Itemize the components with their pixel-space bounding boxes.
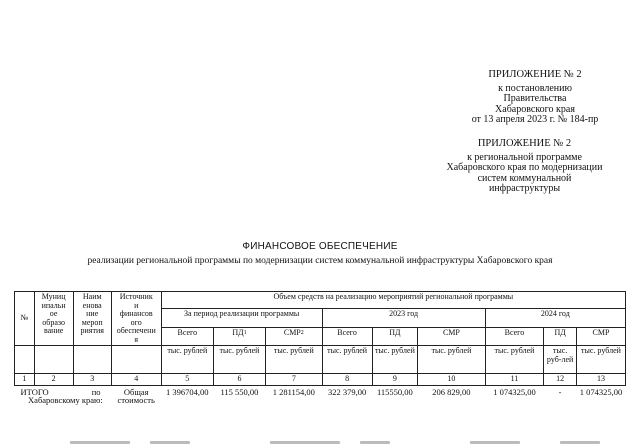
sub-total: Всего bbox=[161, 327, 213, 345]
unit-cell: тыс. рублей bbox=[485, 346, 544, 374]
col-number: 13 bbox=[576, 374, 625, 386]
sub-smr-text: СМР bbox=[283, 327, 301, 337]
sub-total: Всего bbox=[322, 327, 372, 345]
header-col-funding-source bbox=[111, 292, 161, 346]
document-subtitle: реализации региональной программы по модернизации систем коммунальной инфраструктуры Хабаровского края bbox=[87, 256, 553, 266]
unit-cell bbox=[34, 346, 73, 374]
sub-pd-text: ПД bbox=[232, 327, 244, 337]
unit-cell bbox=[15, 346, 35, 374]
header-col-event-name bbox=[73, 292, 111, 346]
sub-smr: СМР bbox=[576, 327, 625, 345]
total-label-right: по bbox=[91, 386, 101, 397]
col-number: 7 bbox=[266, 374, 323, 386]
total-label-left: ИТОГО bbox=[20, 386, 49, 397]
unit-cell: тыс. руб-лей bbox=[544, 346, 577, 374]
total-value: 322 379,00 bbox=[327, 386, 367, 397]
header-period: За период реализации программы bbox=[161, 309, 322, 327]
header-year-2024: 2024 год bbox=[485, 309, 625, 327]
col-number: 11 bbox=[485, 374, 544, 386]
header-line: Хабаровского края bbox=[495, 103, 575, 115]
unit-cell: тыс. рублей bbox=[372, 346, 418, 374]
sub-smr: СМР bbox=[418, 327, 485, 345]
total-value: 1 281154,00 bbox=[272, 386, 315, 397]
col-number: 5 bbox=[161, 374, 213, 386]
footnote-mark: 2 bbox=[300, 329, 304, 336]
unit-cell: тыс. рублей bbox=[161, 346, 213, 374]
unit-cell: тыс. рублей bbox=[322, 346, 372, 374]
header-line: от 13 апреля 2023 г. № 184-пр bbox=[471, 114, 599, 125]
appendix-caption: ПРИЛОЖЕНИЕ № 2 bbox=[488, 69, 582, 80]
total-label bbox=[15, 385, 112, 406]
total-value: 206 829,00 bbox=[432, 386, 471, 397]
col-number: 9 bbox=[372, 374, 418, 386]
total-value: 1 074325,00 bbox=[493, 386, 536, 397]
col-number: 2 bbox=[34, 374, 73, 386]
cut-off-next-line bbox=[0, 437, 640, 448]
unit-cell: тыс. рублей bbox=[576, 346, 625, 374]
header-text: Наим енова ние мероп риятия bbox=[80, 292, 104, 335]
unit-cell: тыс. рублей bbox=[213, 346, 265, 374]
header-volume: Объем средств на реализацию мероприятий региональной программы bbox=[161, 292, 625, 309]
col-number: 3 bbox=[73, 374, 111, 386]
col-number: 12 bbox=[544, 374, 577, 386]
header-text: Муниц ипальн ое образо вание bbox=[41, 292, 66, 335]
col-number: 10 bbox=[418, 374, 485, 386]
total-value: 115 550,00 bbox=[220, 386, 259, 397]
unit-cell bbox=[111, 346, 161, 374]
total-value: 1 074325,00 bbox=[579, 386, 623, 397]
header-col-municipality bbox=[34, 292, 73, 346]
header-line: систем коммунальной bbox=[477, 172, 572, 184]
appendix-header-resolution bbox=[460, 70, 610, 126]
unit-cell: тыс. рублей bbox=[418, 346, 485, 374]
document-title: ФИНАНСОВОЕ ОБЕСПЕЧЕНИЕ bbox=[242, 241, 398, 252]
header-text: Источник и финансов ого обеспечени я bbox=[116, 292, 156, 344]
sub-pd: ПД bbox=[372, 327, 418, 345]
appendix-header-program bbox=[437, 139, 612, 195]
header-line: Правительства bbox=[503, 93, 567, 104]
col-number: 8 bbox=[322, 374, 372, 386]
header-col-number: № bbox=[15, 292, 35, 346]
col-number: 4 bbox=[111, 374, 161, 386]
total-value: 115550,00 bbox=[376, 386, 413, 397]
col-number: 6 bbox=[213, 374, 265, 386]
header-line: к региональной программе bbox=[467, 151, 582, 163]
header-line: Хабаровского края по модернизации bbox=[446, 162, 603, 173]
sub-pd: ПД bbox=[544, 327, 577, 345]
table-row-total bbox=[15, 385, 626, 406]
header-line: инфраструктуры bbox=[488, 183, 561, 194]
header-year-2023: 2023 год bbox=[322, 309, 485, 327]
col-number: 1 bbox=[15, 374, 35, 386]
financing-table bbox=[14, 291, 626, 406]
appendix-caption: ПРИЛОЖЕНИЕ № 2 bbox=[477, 138, 572, 149]
total-value: 1 396704,00 bbox=[166, 386, 209, 397]
header-line: к постановлению bbox=[498, 82, 572, 94]
footnote-mark: 1 bbox=[243, 329, 247, 336]
sub-pd bbox=[213, 327, 265, 345]
unit-cell bbox=[73, 346, 111, 374]
sub-total: Всего bbox=[485, 327, 544, 345]
total-source: Общая стоимость bbox=[117, 386, 155, 405]
total-label-line2: Хабаровскому краю: bbox=[28, 395, 103, 405]
total-value: - bbox=[558, 386, 562, 397]
sub-smr bbox=[266, 327, 323, 345]
unit-cell: тыс. рублей bbox=[266, 346, 323, 374]
